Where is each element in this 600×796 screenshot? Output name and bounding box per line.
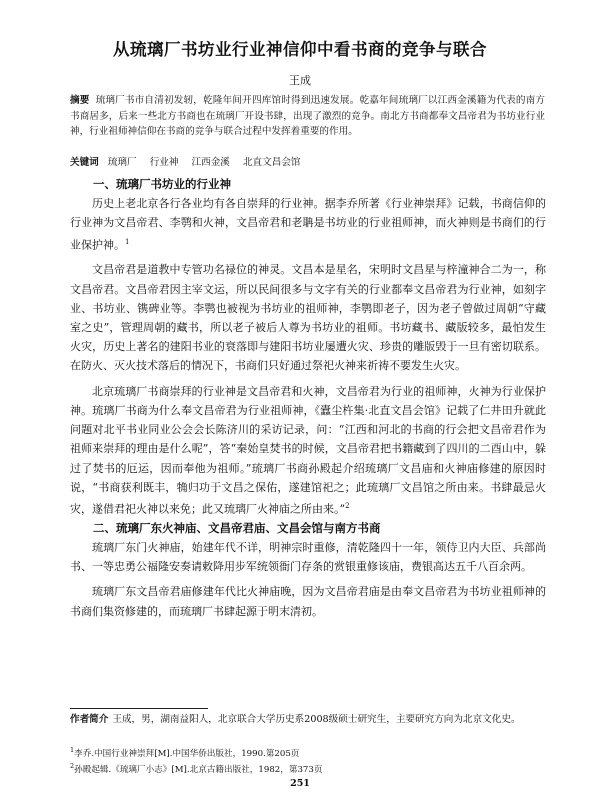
paragraph-text: 历史上老北京各行各业均有各自崇拜的行业神。据李乔所著《行业神崇拜》记载，书商信仰的行业神为文昌帝君、李鹗和火神，文昌帝君和老聃是书坊业的行业祖师神，而火神则是书商们的行业保护神。 (70, 197, 546, 252)
footnote-ref: 2 (345, 501, 350, 510)
footnote-text: 李乔.中国行业神崇拜[M].中国华侨出版社，1990.第205页 (74, 748, 300, 759)
author-bio-label: 作者简介 (70, 714, 109, 725)
page-number: 251 (290, 778, 310, 789)
footnote-text: 孙殿起辑.《琉璃厂小志》[M].北京古籍出版社，1982，第373页 (74, 765, 323, 776)
paragraph (70, 538, 546, 576)
paragraph-text: 文昌帝君是道教中专管功名禄位的神灵。文昌本是星名，宋明时文昌星与梓潼神合二为一，称文昌帝君。文昌帝君因主宰文运，所以民间很多与文字有关的行业都奉文昌帝君为行业神，如刻字业、书坊业、镌碑业等。李鹗也被视为书坊业的祖师神，李鹗即老子，因为老子曾做过周朝“守藏室之史”，管理周朝的藏书，所以老子被后人尊为书坊业的祖师。书坊藏书、藏版较多，最怕发生火灾，历史上著名的建阳书业的衰落即与建阳书坊业屡遭火灾、珍贵的雕版毁于一旦有密切联系。在防火、灭火技术落后的情况下，书商们只好通过祭祀火神来祈祷不要发生火灾。 (70, 263, 546, 373)
paragraph-text: 北京琉璃厂书商崇拜的行业神是文昌帝君和火神，文昌帝君为行业的祖师神，火神为行业保护神。琉璃厂书商为什么奉文昌帝君为行业祖师神，《蠹尘杵集·北直文昌会馆》记载了仁井田升就此问题对北平书业同业公会会长陈济川的采访记录，问：“江西和河北的书商的行会把文昌帝君作为祖师来崇拜的理由是什么呢”，答“秦始皇焚书的时候，文昌帝君把书籍藏到了四川的二酉山中，躲过了焚书的厄运，因而奉他为祖师。”琉璃厂书商孙殿起介绍琉璃厂文昌庙和火神庙修建的原因时说，“书商获利既丰，觕归功于文昌之保佑，遂建馆祀之；此琉璃厂文昌馆之所由来。书肆最忌火灾，遂借君祀火神以来免；此又琉璃厂火神庙之所由来。” (70, 384, 546, 516)
section-heading: 一、琉璃厂书坊业的行业神 (93, 177, 231, 191)
footnotes (70, 744, 546, 777)
article-body (70, 175, 546, 621)
article-title: 从琉璃厂书坊业行业神信仰中看书商的竞争与联合 (113, 40, 487, 59)
keywords (70, 155, 545, 170)
footnote-divider (70, 708, 208, 709)
keyword: 北直文昌会馆 (242, 157, 301, 168)
footnote-mark: 2 (70, 762, 75, 771)
footnote (70, 760, 546, 776)
paragraph-text: 琉璃厂东门火神庙，始建年代不详，明神宗时重修，清乾隆四十一年，领侍卫内大臣、兵部尚书、一等忠勇公福隆安奏请敕降用步军统领衙门存条的赏银重修该庙，费银高达五千八百余两。 (70, 540, 546, 574)
footnote-ref: 1 (125, 237, 130, 246)
paragraph (70, 260, 546, 375)
author-bio (70, 712, 546, 728)
keyword: 江西金溪 (191, 157, 230, 168)
abstract-label: 摘要 (70, 95, 90, 106)
section-heading: 二、琉璃厂东火神庙、文昌帝君庙、文昌会馆与南方书商 (93, 520, 381, 535)
author-bio-text: 王成，男，湖南益阳人，北京联合大学历史系2008级硕士研究生，主要研究方向为北京文化史。 (112, 714, 521, 725)
keyword: 行业神 (149, 157, 179, 168)
abstract (70, 93, 545, 140)
paragraph-text: 琉璃厂东文昌帝君庙修建年代比火神庙晚，因为文昌帝君庙是由奉文昌帝君为书坊业祖师神的书商们集资修建的，而琉璃厂书肆起源于明末清初。 (70, 585, 546, 618)
keywords-label: 关键词 (70, 157, 99, 168)
footnote-mark: 1 (70, 746, 75, 754)
paragraph (70, 582, 546, 620)
footnote (70, 744, 546, 760)
paragraph (70, 194, 546, 254)
paragraph (70, 382, 546, 519)
keyword: 琉璃厂 (107, 157, 137, 168)
author-name: 王成 (289, 74, 311, 87)
abstract-text: 琉璃厂书市自清初发轫，乾隆年间开四库馆时得到迅速发展。乾嘉年间琉璃厂以江西金溪籍为代表的南方书商居多，后来一些北方书商也在琉璃厂开设书肆，出现了激烈的竞争。南北方书商都奉文昌帝君为书坊业行业神，行业祖师神信仰在书商的竞争与联合过程中发挥着重要的作用。 (70, 95, 546, 138)
